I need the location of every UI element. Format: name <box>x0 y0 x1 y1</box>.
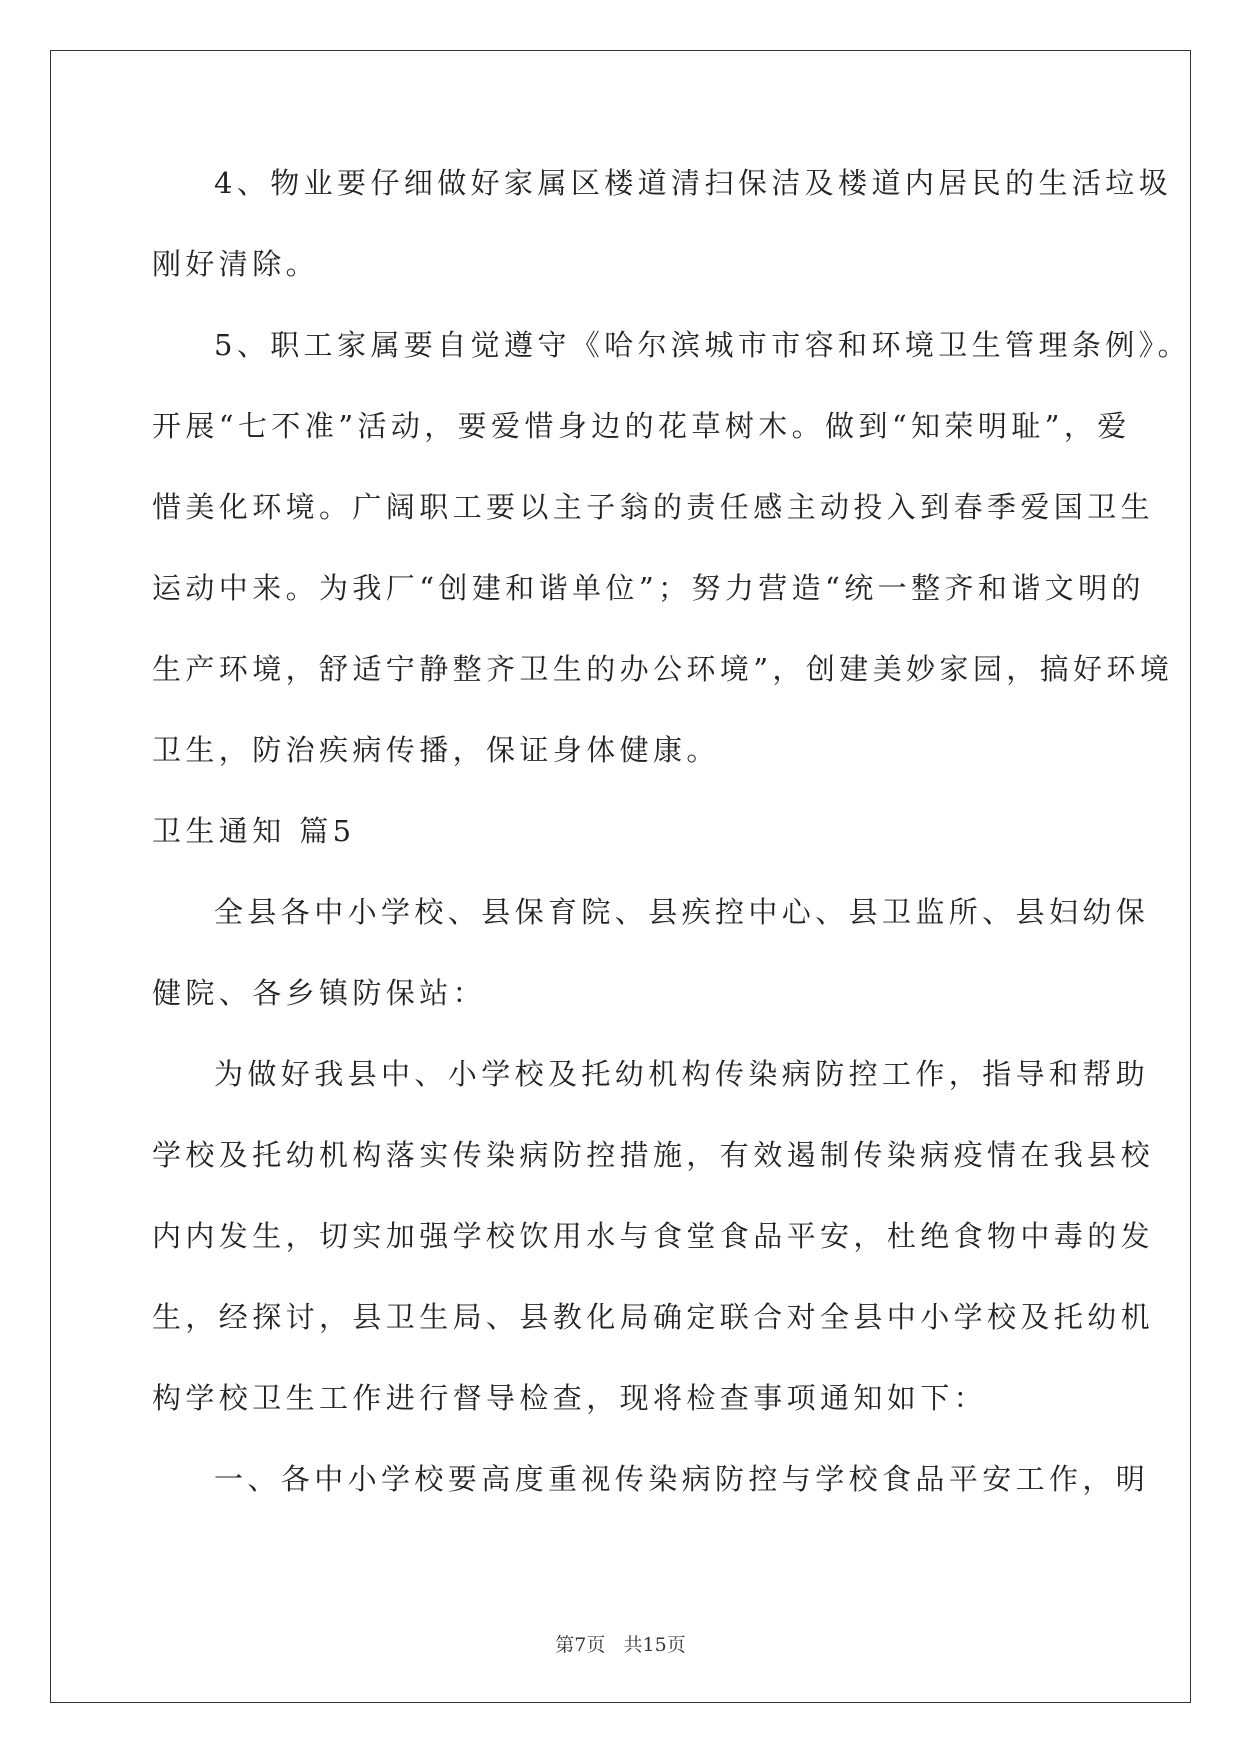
paragraph-line: 开展“七不准”活动，要爱惜身边的花草树木。做到“知荣明耻”，爱 <box>152 409 1131 443</box>
paragraph-line: 卫生，防治疾病传播，保证身体健康。 <box>152 733 720 767</box>
paragraph-line: 刚好清除。 <box>152 247 320 281</box>
paragraph-line: 运动中来。为我厂“创建和谐单位”；努力营造“统一整齐和谐文明的 <box>152 571 1145 605</box>
page-total: 共15页 <box>623 1634 686 1656</box>
page-number: 第7页 <box>555 1634 606 1656</box>
paragraph-line: 4、物业要仔细做好家属区楼道清扫保洁及楼道内居民的生活垃圾 <box>214 166 1173 200</box>
paragraph-line: 健院、各乡镇防保站： <box>152 976 487 1010</box>
page-footer <box>0 1630 1241 1657</box>
paragraph-line: 惜美化环境。广阔职工要以主子翁的责任感主动投入到春季爱国卫生 <box>152 490 1155 524</box>
paragraph-line: 生产环境，舒适宁静整齐卫生的办公环境”，创建美妙家园，搞好环境 <box>152 652 1174 686</box>
paragraph-line: 构学校卫生工作进行督导检查，现将检查事项通知如下： <box>152 1381 988 1415</box>
paragraph-line: 为做好我县中、小学校及托幼机构传染病防控工作，指导和帮助 <box>214 1057 1150 1091</box>
paragraph-line: 全县各中小学校、县保育院、县疾控中心、县卫监所、县妇幼保 <box>214 895 1150 929</box>
paragraph-line: 一、各中小学校要高度重视传染病防控与学校食品平安工作，明 <box>214 1462 1150 1496</box>
paragraph-line: 学校及托幼机构落实传染病防控措施，有效遏制传染病疫情在我县校 <box>152 1138 1155 1172</box>
paragraph-line: 5、职工家属要自觉遵守《哈尔滨城市市容和环境卫生管理条例》。 <box>214 328 1191 362</box>
paragraph-line: 内内发生，切实加强学校饮用水与食堂食品平安，杜绝食物中毒的发 <box>152 1219 1155 1253</box>
paragraph-line: 生，经探讨，县卫生局、县教化局确定联合对全县中小学校及托幼机 <box>152 1300 1155 1334</box>
section-heading: 卫生通知 篇5 <box>152 814 356 848</box>
document-body <box>152 158 1191 1535</box>
